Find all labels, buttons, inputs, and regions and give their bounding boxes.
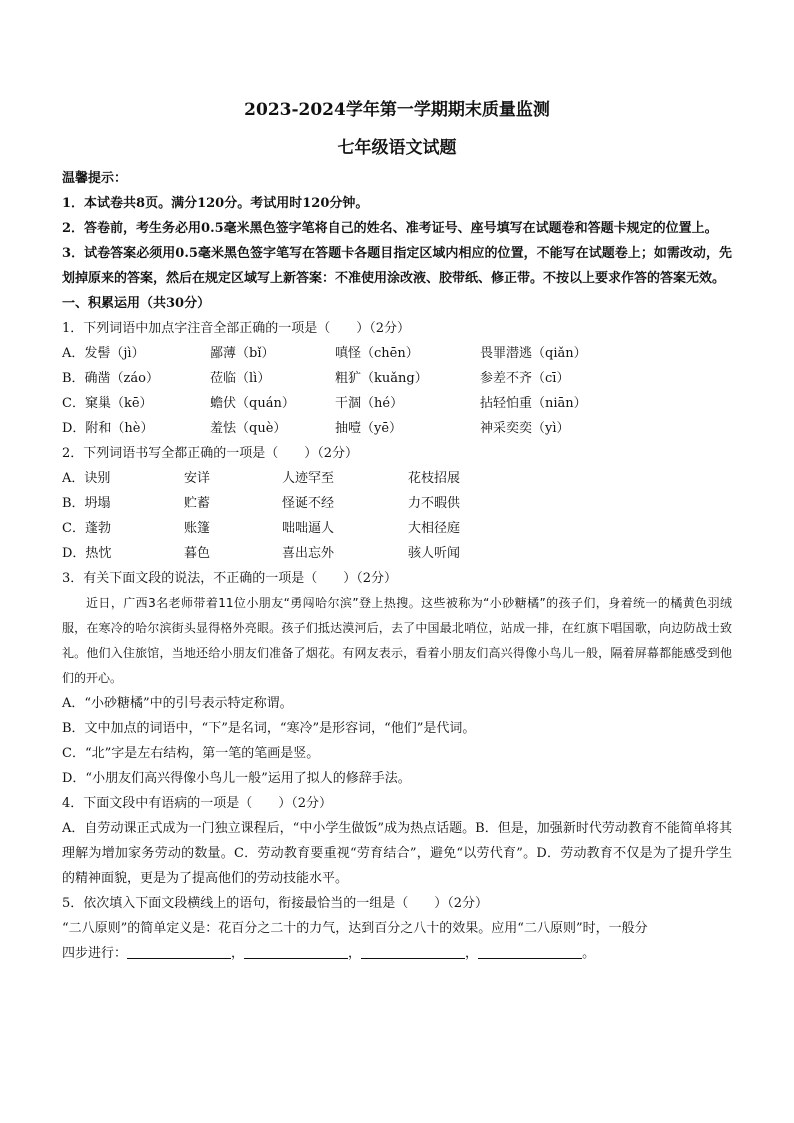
option-term: 安详: [184, 471, 211, 486]
question-1-option-c: [62, 391, 732, 416]
option-term: 拈轻怕重（niān）: [480, 396, 587, 411]
option-term: 咄咄逼人: [282, 521, 335, 536]
question-4-stem: 4．下面文段中有语病的一项是（ ）（2分）: [62, 796, 333, 811]
option-term: 嗔怪（chēn）: [335, 346, 419, 361]
option-term: D．附和（hè）: [62, 421, 154, 436]
option-term: 骇人听闻: [408, 546, 461, 561]
blank-separator: ，: [231, 946, 245, 961]
question-5-passage: “二八原则”的简单定义是：花百分之二十的力气，达到百分之八十的效果。应用“二八原则”时，一般分: [62, 921, 648, 936]
option-term: 抽噎（yē）: [335, 421, 403, 436]
option-term: 怪诞不经: [282, 496, 335, 511]
option-term: B．坍塌: [62, 496, 111, 511]
option-term: C．蓬勃: [62, 521, 111, 536]
option-term: 力不暇供: [408, 496, 461, 511]
blank-separator: ，: [465, 946, 479, 961]
question-2-option-b: [62, 491, 732, 516]
option-term: A．诀别: [62, 471, 111, 486]
option-term: 干涸（hé）: [335, 396, 404, 411]
answer-blank[interactable]: [244, 944, 348, 959]
option-term: 羞怯（què）: [210, 421, 287, 436]
question-3-stem: 3．有关下面文段的说法，不正确的一项是（ ）（2分）: [62, 571, 398, 586]
question-2-option-a: [62, 466, 732, 491]
option-term: A．发髻（jì）: [62, 346, 145, 361]
option-term: B．确凿（záo）: [62, 371, 159, 386]
exam-subtitle: 七年级语文试题: [337, 138, 457, 158]
blanks-end: 。: [582, 946, 596, 961]
notes-heading: 温馨提示：: [62, 171, 128, 186]
exam-title: 2023-2024学年第一学期期末质量监测: [244, 100, 550, 120]
question-5-blanks: [62, 941, 732, 966]
question-1-option-d: [62, 416, 732, 441]
answer-blank[interactable]: [127, 944, 231, 959]
option-term: 莅临（lì）: [210, 371, 271, 386]
note-item: 3．试卷答案必须用0.5毫米黑色签字笔写在答题卡各题目指定区域内相应的位置，不能写在试题卷上；如需改动，先划掉原来的答案，然后在规定区域写上新答案：不准使用涂改液、胶带纸、修正带。不按以上要求作答的答案无效。: [62, 246, 732, 286]
question-3-option-b: B．文中加点的词语中，“下”是名词，“寒冷”是形容词，“他们”是代词。: [62, 721, 476, 736]
question-3-option-a: A．“小砂糖橘”中的引号表示特定称谓。: [62, 696, 293, 711]
blanks-prefix: 四步进行：: [62, 946, 128, 961]
question-3-passage: 近日，广西3名老师带着11位小朋友“勇闯哈尔滨”登上热搜。这些被称为“小砂糖橘”的孩子们，身着统一的橘黄色羽绒服，在寒冷的哈尔滨街头显得格外亮眼。孩子们抵达漠河后，去了中国最北哨位，站成一排，在红旗下唱国歌，向边防战士致礼。他们入住旅馆，当地还给小朋友们准备了烟花。有网友表示，看着小朋友们高兴得像小鸟儿一般，隔着屏幕都能感受到他们的开心。: [62, 596, 732, 685]
option-term: C．窠巢（kē）: [62, 396, 153, 411]
option-term: 喜出忘外: [282, 546, 335, 561]
option-term: 大相径庭: [408, 521, 461, 536]
question-1-stem: 1．下列词语中加点字注音全部正确的一项是（ ）（2分）: [62, 321, 411, 336]
note-item: 2．答卷前，考生务必用0.5毫米黑色签字笔将自己的姓名、准考证号、座号填写在试题卷和答题卡规定的位置上。: [62, 221, 718, 236]
answer-blank[interactable]: [361, 944, 465, 959]
answer-blank[interactable]: [478, 944, 582, 959]
question-5-stem: 5．依次填入下面文段横线上的语句，衔接最恰当的一组是（ ）（2分）: [62, 896, 489, 911]
option-term: 贮蓄: [184, 496, 211, 511]
section-heading: 一、积累运用（共30分）: [62, 296, 211, 311]
question-3-option-c: C．“北”字是左右结构，第一笔的笔画是竖。: [62, 746, 320, 761]
question-2-option-c: [62, 516, 732, 541]
exam-page: [62, 96, 732, 966]
option-term: 花枝招展: [408, 471, 461, 486]
option-term: 账篷: [184, 521, 211, 536]
option-term: 粗犷（kuǎng）: [335, 371, 428, 386]
option-term: 参差不齐（cī）: [480, 371, 570, 386]
question-4-passage: A．自劳动课正式成为一门独立课程后，“中小学生做饭”成为热点话题。B．但是，加强新时代劳动教育不能简单将其理解为增加家务劳动的数量。C．劳动教育要重视“劳育结合”，避免“以劳代育”。D．劳动教育不仅是为了提升学生的精神面貌，更是为了提高他们的劳动技能水平。: [62, 821, 732, 886]
option-term: D．热忱: [62, 546, 112, 561]
question-1-option-b: [62, 366, 732, 391]
option-term: 畏罪潜逃（qiǎn）: [480, 346, 587, 361]
notes-block: [62, 166, 732, 291]
question-1-option-a: [62, 341, 732, 366]
blank-separator: ，: [348, 946, 362, 961]
option-term: 蟾伏（quán）: [210, 396, 295, 411]
note-item: 1．本试卷共8页。满分120分。考试用时120分钟。: [62, 196, 369, 211]
option-term: 神采奕奕（yì）: [480, 421, 570, 436]
question-2-option-d: [62, 541, 732, 566]
question-2-stem: 2．下列词语书写全都正确的一项是（ ）（2分）: [62, 446, 359, 461]
question-3-option-d: D．“小朋友们高兴得像小鸟儿一般”运用了拟人的修辞手法。: [62, 771, 411, 786]
option-term: 鄙薄（bǐ）: [210, 346, 275, 361]
option-term: 暮色: [184, 546, 211, 561]
option-term: 人迹罕至: [282, 471, 335, 486]
